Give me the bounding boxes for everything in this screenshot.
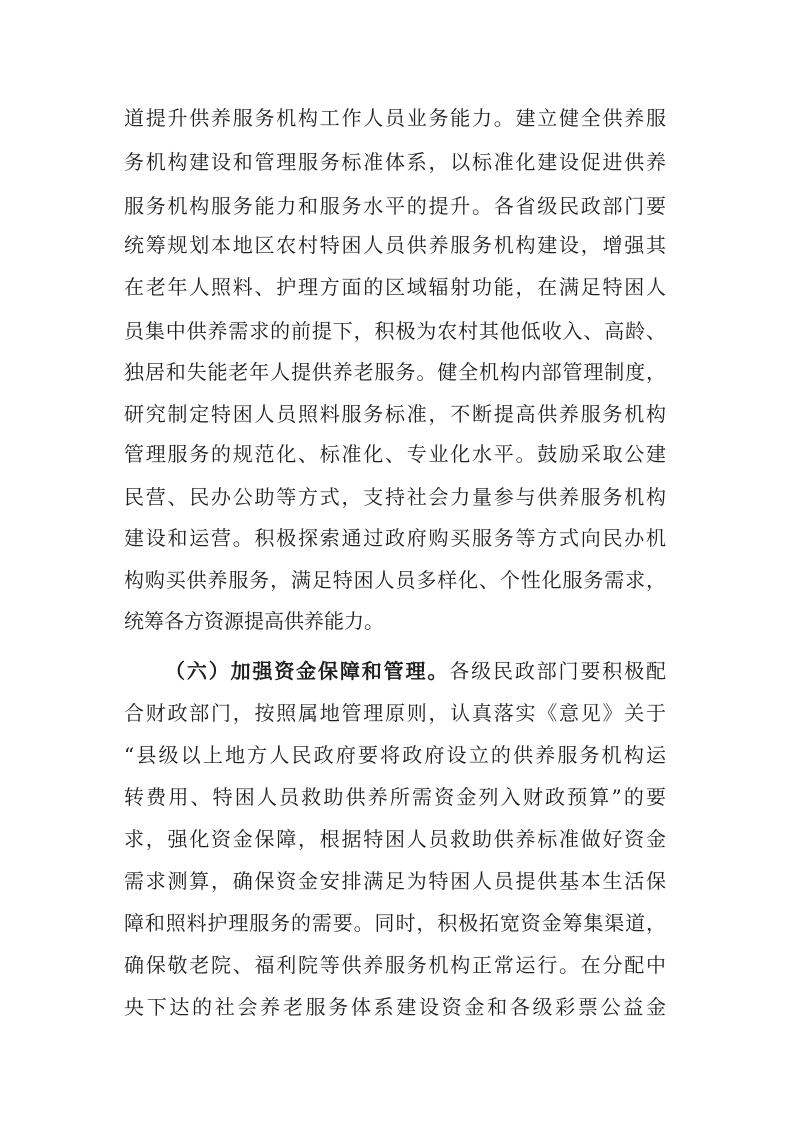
paragraph-1-line: 务机构建设和管理服务标准体系，以标准化建设促进供养 bbox=[124, 150, 666, 174]
paragraph-1-line: 服务机构服务能力和服务水平的提升。各省级民政部门要 bbox=[124, 194, 666, 218]
paragraph-1-line: 管理服务的规范化、标准化、专业化水平。鼓励采取公建 bbox=[124, 442, 666, 466]
paragraph-2-text: 各级民政部门要积极配 bbox=[449, 659, 667, 683]
paragraph-2-line: 求，强化资金保障，根据特困人员救助供养标准做好资金 bbox=[124, 827, 666, 851]
paragraph-2-line: 障和照料护理服务的需要。同时，积极拓宽资金筹集渠道， bbox=[124, 911, 666, 935]
paragraph-1-line: 构购买供养服务，满足特困人员多样化、个性化服务需求， bbox=[124, 568, 666, 592]
paragraph-1-line: 独居和失能老年人提供养老服务。健全机构内部管理制度， bbox=[124, 360, 666, 384]
paragraph-2-line: “县级以上地方人民政府要将政府设立的供养服务机构运 bbox=[124, 743, 666, 767]
paragraph-2-line: 需求测算，确保资金安排满足为特困人员提供基本生活保 bbox=[124, 869, 666, 893]
paragraph-2-line: 转费用、特困人员救助供养所需资金列入财政预算”的要 bbox=[124, 785, 666, 809]
paragraph-1-line: 统筹各方资源提高供养能力。 bbox=[124, 609, 384, 633]
paragraph-1-line: 道提升供养服务机构工作人员业务能力。建立健全供养服 bbox=[124, 106, 666, 130]
paragraph-2-line: 确保敬老院、福利院等供养服务机构正常运行。在分配中 bbox=[124, 953, 666, 977]
paragraph-1-line: 统筹规划本地区农村特困人员供养服务机构建设，增强其 bbox=[124, 233, 666, 257]
paragraph-2-first-line bbox=[165, 654, 666, 688]
paragraph-1-line: 员集中供养需求的前提下，积极为农村其他低收入、高龄、 bbox=[124, 319, 666, 343]
paragraph-2-line: 合财政部门，按照属地管理原则，认真落实《意见》关于 bbox=[124, 701, 666, 725]
paragraph-1-line: 民营、民办公助等方式，支持社会力量参与供养服务机构 bbox=[124, 485, 666, 509]
paragraph-1-line: 研究制定特困人员照料服务标准，不断提高供养服务机构 bbox=[124, 402, 666, 426]
section-heading: （六）加强资金保障和管理。 bbox=[165, 659, 450, 683]
paragraph-2-line: 央下达的社会养老服务体系建设资金和各级彩票公益金 bbox=[124, 995, 666, 1019]
paragraph-1-line: 在老年人照料、护理方面的区域辐射功能，在满足特困人 bbox=[124, 275, 666, 299]
paragraph-1-line: 建设和运营。积极探索通过政府购买服务等方式向民办机 bbox=[124, 526, 666, 550]
